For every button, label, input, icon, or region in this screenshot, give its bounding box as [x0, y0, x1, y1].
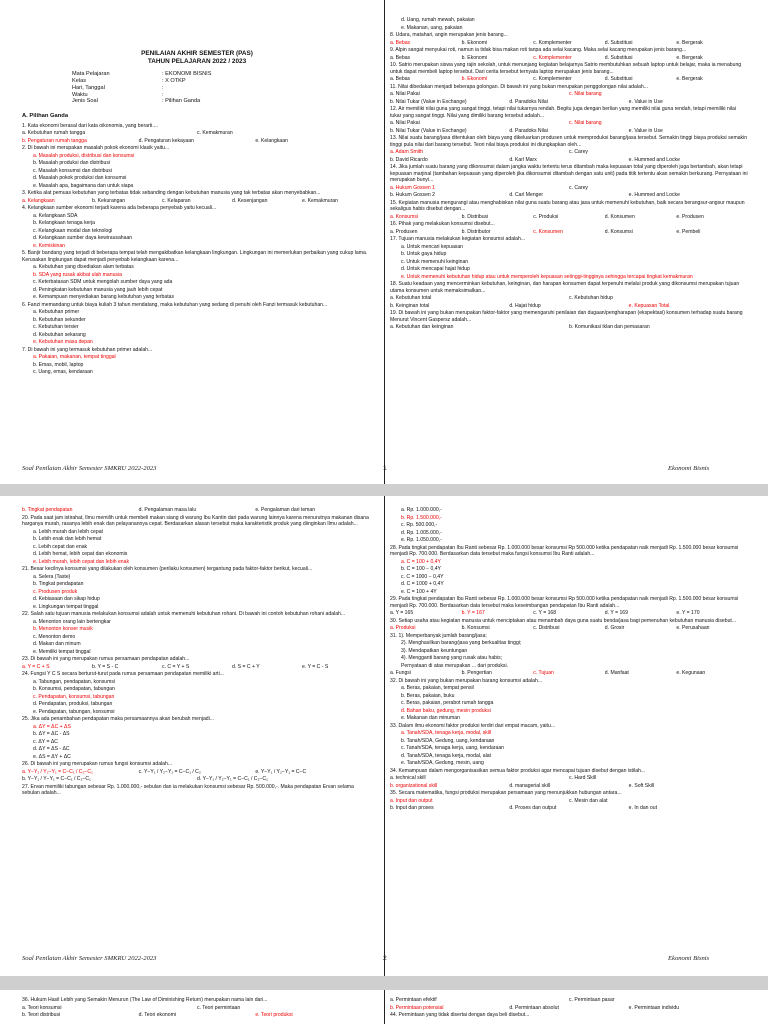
answer-option: c. ΔY = ΔC	[33, 738, 58, 745]
answer-option: a. Tabungan, pendapatan, konsumsi	[33, 678, 116, 685]
footer-right: Ekonomi Bisnis	[668, 955, 710, 962]
answer-option-correct: c. Tujuan	[533, 670, 554, 676]
question-text: 20. Pada saat jam istirahat, Ilmu memilih untuk membeli makan siang di warung Ibu Kantin dari pada warung lainnya karena menurutnya makanan disana harganya murah, rasanya lebih enak dan pelayanannya cepat. Berdasarkan alasan tersebut maka karakteristik produk yang diinginkan Ilmu adalah...	[22, 514, 369, 527]
answer-option: d. Pendapatan, produksi, tabungan	[33, 701, 113, 707]
answer-option-correct: a. Konsumsi	[390, 213, 419, 220]
answer-option: d. Proses dan output	[509, 805, 557, 811]
answer-option: a. Beras, pakaian, tempat pensil	[401, 685, 474, 691]
option-row	[390, 805, 748, 812]
answer-option: a. Rp. 1.000.000,-	[401, 507, 442, 513]
question-text: 28. Pada tingkat pendapatan Ibu Ranti sebesar Rp. 1.000.000 besar konsumsi Rp 500.000 ketika pendapatan naik menjadi Rp. 1.500.000 besar konsumsi menjadi Rp. 700.000. Berdasarkan data tersebut maka fungsi konsumsi Ibu Ranti adalah...	[390, 544, 739, 557]
answer-option-correct: a. Bebas	[390, 39, 411, 46]
option-row	[390, 40, 748, 47]
option-row	[390, 120, 748, 127]
answer-option-correct: b. Ekonomi	[461, 76, 488, 82]
answer-option: d. Paradoks Nilai	[509, 127, 548, 134]
answer-option: c. Y−Y₁ / Y₂−Y₁ = C−C₁ / C₂	[138, 768, 201, 775]
answer-option-correct: a. Tanah/SDA, tenaga kerja, modal, skill	[401, 730, 492, 736]
answer-option: c. Kelaparan	[162, 197, 191, 204]
answer-option: c. Carey	[569, 184, 588, 191]
answer-option: b. Untuk gaya hidup	[401, 251, 447, 257]
question-list	[22, 123, 372, 376]
answer-option: b. Nilai Tukar (Value in Exchange)	[390, 98, 467, 105]
answer-option: c. Keterbatasan SDM untuk mengolah sumber daya yang ada	[33, 279, 173, 286]
answer-option-correct: c. Konsumen	[533, 228, 563, 235]
question-text: 16. Pihak yang melakukan konsumsi disebut...	[390, 221, 495, 227]
answer-option: c. Lebih cepat dan enak	[33, 543, 88, 550]
question-text: 6. Fanzi memandang untuk biaya kuliah 3 tahun mendatang, maka kebutuhan yang sedang di penuhi oleh Fanzi termasuk kebutuhan...	[22, 301, 328, 308]
question-text: 7. Di bawah ini yang termasuk kebutuhan primer adalah...	[22, 346, 153, 353]
question-text: 19. Di bawah ini yang bukan merupakan faktor-faktor yang memengaruhi penilaian dan dugaan/pengharapan (ekspektasi) konsumen terhadap suatu barang Menurut Vincent Gaspersz adalah...	[390, 310, 743, 323]
option-row	[390, 55, 748, 62]
answer-option: a. Menonton orang lain bertengkar	[33, 618, 111, 625]
answer-option: e. Lingkungan tempat tinggal	[33, 603, 99, 610]
answer-option: c. Masalah konsumsi dan distribusi	[33, 167, 112, 174]
answer-option: d. Makan dan minum	[33, 641, 81, 647]
answer-option-correct: b. Pengaturan rumah tangga	[22, 137, 87, 144]
answer-option: e. Bergerak	[676, 76, 703, 82]
option-row	[22, 130, 372, 137]
question-text: 11. Nilai dibedakan menjadi beberapa golongan. Di bawah ini yang bukan merupakan penggolongan nilai adalah...	[390, 83, 648, 90]
answer-option-correct: e. Untuk memenuhi kebutuhan hidup atau untuk memperoleh kepuasan setinggi-tingginya sehingga tercapai tingkat kemakmuran	[401, 273, 693, 280]
answer-option: e. In dan out	[628, 805, 657, 811]
answer-option: d. C = 1000 + 0,4Y	[401, 581, 444, 587]
question-text: 15. Kegiatan manusia mengurangi atau menghabiskan nilai guna suatu barang atau jasa untuk memenuhi kebutuhan, baik secara berangsur-angsur maupun sekaligus habis disebut dengan...	[390, 199, 745, 212]
exam-year: TAHUN PELAJARAN 2022 / 2023	[147, 57, 247, 65]
meta-row	[72, 78, 372, 85]
answer-option: d. Y−Y₁ / Y₂−Y₁ = C−C₁ / C₂−C₁	[197, 776, 268, 782]
question-text: 30. Setiap usaha atau kegiatan manusia untuk menciptakan atau menambah daya guna suatu benda/jasa bagi pemenuhan kebutuhan manusia disebut...	[390, 617, 737, 624]
answer-option: d. Substitusi	[604, 54, 633, 61]
meta-label: Jenis Soal	[72, 98, 98, 105]
option-row	[390, 76, 748, 83]
answer-option: d. Rp. 1.005.000,-	[401, 529, 442, 536]
answer-option: a. technical skill	[390, 775, 426, 781]
answer-option: b. Tingkat pendapatan	[33, 581, 84, 587]
answer-option-correct: c. Produsen produk	[33, 588, 78, 595]
answer-option-correct: a. Produksi	[390, 625, 416, 631]
answer-option: d. Karl Marx	[509, 156, 537, 163]
answer-option: a. Bebas	[390, 54, 411, 61]
answer-option-correct: b. SDA yang rusak akibat ulah manusia	[33, 271, 122, 278]
answer-option: c. C = Y + S	[162, 663, 190, 670]
answer-option: e. Bergerak	[676, 54, 703, 61]
option-row	[22, 776, 372, 783]
question-text: 24. Fungsi Y C S secara berturut-turut pada rumus persamaan pendapatan memiliki arti...	[22, 671, 224, 677]
option-row	[390, 99, 748, 106]
answer-option-correct: a. Adam Smith	[390, 149, 424, 155]
answer-option: d. Konsumen	[604, 213, 635, 220]
answer-option-correct: e. Lebih murah, lebih cepat dan lebih enak	[33, 558, 130, 565]
question-text: 26. Di bawah ini yang merupakan rumus fungsi konsumsi adalah...	[22, 761, 173, 767]
answer-option: a. Kebutuhan dan keinginan	[390, 324, 454, 330]
answer-option-correct: a. Kelangkaan	[22, 197, 55, 204]
option-row	[390, 670, 748, 677]
answer-option: b. Keinginan total	[390, 302, 430, 309]
answer-option-correct: c. Nilai barang	[569, 120, 602, 126]
answer-option: d. Y = 169	[604, 610, 628, 616]
answer-option: a. Kebutuhan yang disediakan alam terbatas	[33, 264, 134, 271]
question-text: 25. Jika ada penambahan pendapatan maka persamaannya akan berubah menjadi...	[22, 716, 215, 722]
answer-option: d. managerial skill	[509, 782, 551, 789]
answer-option: d. Carl Menger	[509, 192, 544, 198]
answer-option: e. Rp. 1.050.000,-	[401, 537, 442, 543]
answer-option: d. Permintaan absolut	[509, 1004, 559, 1011]
answer-option: e. Hummed and Locke	[628, 192, 680, 198]
answer-option: d. Teori ekonomi	[138, 1012, 176, 1018]
meta-value: : X OTKP	[162, 77, 186, 84]
exam-meta	[72, 71, 372, 105]
page-3	[0, 990, 768, 1024]
answer-option: b. Masalah produksi dan distribusi	[33, 160, 111, 167]
option-row	[390, 185, 748, 192]
answer-option: b. ΔY = ΔC - ΔS	[33, 731, 70, 737]
question-text: 44. Permintaan yang tidak disertai dengan daya beli disebut...	[390, 1012, 530, 1018]
answer-option-correct: d. Bahan baku, gedung, mesin produksi	[401, 707, 491, 714]
answer-option: b. Ekonomi	[461, 39, 488, 46]
answer-option: e. Y−Y₁ / Y₂−Y₁ = C−C	[255, 768, 307, 775]
answer-option: b. Tanah/SDA, Gedung, uang, kendaraan	[401, 737, 495, 744]
answer-option: d. Kesenjangan	[232, 197, 268, 204]
answer-option: d. Masalah pokok produksi dan konsumsi	[33, 175, 127, 182]
answer-option: c. Kebutuhan hidup	[569, 295, 613, 301]
answer-option: b. Kebutuhan sekunder	[33, 316, 86, 323]
question-text: 36. Hukum Hasil Lebih yang Semakin Menurun (The Law of Diminishing Return) merupakan nama lain dari...	[22, 997, 268, 1003]
meta-row	[72, 85, 372, 92]
answer-option-correct: c. Nilai barang	[569, 91, 602, 97]
question-text: 29. Pada tingkat pendapatan Ibu Ranti sebesar Rp. 1.000.000 besar konsumsi Rp 500.000 ketika pendapatan naik menjadi Rp. 1.500.000 besar konsumsi menjadi Rp. 700.000. Berdasarkan data tersebut maka keseimbangan pendapatan Ibu Ranti adalah...	[390, 596, 739, 609]
answer-option: e. Kegunaan	[676, 670, 706, 676]
answer-option-correct: b. Y = 167	[461, 610, 485, 616]
page-1	[0, 0, 768, 484]
answer-option: c. Menonton demo	[33, 633, 76, 640]
option-row	[390, 610, 748, 617]
option-row	[390, 1005, 748, 1012]
answer-option: d. Manfaat	[604, 670, 629, 676]
answer-option: e. Value in Use	[628, 98, 663, 105]
answer-option-correct: a. Input dan output	[390, 797, 433, 804]
answer-option: e. Y = C - S	[302, 663, 329, 670]
answer-option: c. Komplementer	[533, 76, 572, 82]
answer-option: a. Kelangkaan SDA	[33, 212, 78, 219]
answer-option: c. C = 1000 − 0,4Y	[401, 573, 444, 580]
question-text: 27. Ervan memiliki tabungan sebesar Rp. 1.000.000,- sebulan dan ia melakukan konsumsi sebesar Rp. 500.000,-. Maka pendapatan Ervan selama sebulan adalah...	[22, 783, 354, 796]
answer-option: c. Distribusi	[533, 625, 560, 631]
question-text: 9. Alpin sangat menyukai roti, namun ia tidak bisa makan roti tanpa ada selai kacang. Maka selai kacang merupakan jenis barang...	[390, 47, 687, 53]
answer-option: e. Memiliki tempat tinggal	[33, 648, 91, 655]
answer-option: Pernyataan di atas merupakan ... dari produksi.	[401, 662, 509, 669]
answer-option: e. Pembeli	[676, 228, 701, 235]
answer-option: b. Kekurangan	[92, 197, 126, 204]
question-text: 2. Di bawah ini merupakan masalah pokok ekonomi klasik yaitu...	[22, 145, 170, 152]
answer-option-correct: a. Y−Y₁ / Y₂−Y₁ = C−C₁ / C₂−C₁	[22, 768, 93, 775]
answer-option-correct: e. Teori produksi	[255, 1012, 293, 1018]
meta-label: Waktu	[72, 91, 88, 98]
answer-option: b. C = 100 − 0,4Y	[401, 566, 441, 572]
answer-option: b. Distributor	[461, 228, 491, 235]
answer-option: e. Kelangkaan	[255, 137, 288, 144]
answer-option: b. Teori distribusi	[22, 1012, 61, 1018]
meta-value: : EKONOMI BISNIS	[162, 71, 212, 78]
answer-option-correct: a. Y = C + S	[22, 663, 50, 670]
answer-option: c. Rp. 500.000,-	[401, 522, 438, 528]
answer-option: b. Hukum Gossen 2	[390, 192, 436, 198]
option-row	[390, 192, 748, 199]
answer-option: e. Makanan dan minuman	[401, 715, 460, 721]
answer-option: e. Tanah/SDA, Gedung, mesin, uang	[401, 760, 484, 766]
page-number: 2	[383, 955, 387, 962]
column-divider	[384, 990, 385, 1024]
page-2	[0, 496, 768, 976]
question-text: 1. Kata ekonomi berasal dari kata oikonomia, yang berarti....	[22, 122, 158, 129]
footer-left: Soal Penilaian Akhir Semester SMKRU 2022-2023	[22, 955, 157, 962]
answer-option: d. Kelangkaan sumber daya kewirausahaan	[33, 235, 133, 242]
answer-option: c. Hard Skill	[569, 775, 597, 781]
option-row	[390, 798, 748, 805]
meta-row	[72, 71, 372, 78]
question-text: 18. Suatu keadaan yang mencerminkan kebutuhan, keinginan, dan harapan konsumen dapat terpenuhi melalui produk yang dikonsumsi merupakan tujuan utama konsumen untuk memaksimalkan...	[390, 281, 740, 294]
answer-option: d. Substitusi	[604, 39, 633, 46]
question-text: 21. Besar kecilnya konsumsi yang dilakukan oleh konsumen (perilaku konsumen) tergantung pada faktor-faktor berikut, kecuali...	[22, 566, 313, 572]
answer-option: c. Produksi	[533, 213, 559, 220]
meta-label: Kelas	[72, 77, 86, 84]
answer-option: e. Bergerak	[676, 39, 703, 46]
answer-option: b. Ekonomi	[461, 54, 488, 61]
answer-option: b. Konsumsi	[461, 625, 490, 631]
answer-option: d. Pengaturan kekayaan	[138, 137, 194, 144]
answer-option-correct: e. Kemiskinan	[33, 242, 65, 249]
page-1-right-column	[390, 16, 748, 331]
answer-option: e. C = 100 + 4Y	[401, 588, 437, 595]
page-3-left-column	[22, 996, 372, 1019]
section-heading: A. Pilihan Ganda	[22, 113, 69, 120]
answer-option-correct: b. Rp. 1.500.000,-	[401, 514, 442, 521]
answer-option: c. Tanah/SDA, tenaga kerja, uang, kendaraan	[401, 745, 504, 751]
footer-right: Ekonomi Bisnis	[668, 465, 710, 472]
answer-option: e. Hummed and Locke	[628, 156, 680, 163]
answer-option: c. Komplementer	[533, 39, 572, 46]
question-text: 12. Air memiliki nilai guna yang sangat tinggi, tetapi nilai tukarnya rendah. Begitu juga dengan berlian yang memiliki nilai guna rendah, tetapi memiliki nilai tukar yang sangat tinggi. Nilai yang dimiliki barang tersebut adalah...	[390, 106, 737, 119]
answer-option: c. Y = 168	[533, 610, 557, 616]
option-row	[390, 91, 748, 98]
answer-option: b. Y = S - C	[92, 663, 119, 670]
answer-option: e. Perusahaan	[676, 625, 710, 631]
option-row	[390, 997, 748, 1004]
answer-option: d. Grosir	[604, 625, 625, 631]
answer-option: a. Fungsi	[390, 670, 411, 676]
answer-option: e. Permintaan individu	[628, 1004, 680, 1011]
answer-option: e. Pendapatan, tabungan, konsumsi	[33, 708, 115, 715]
answer-option: e. Kemampuan menyediakan barang kebutuhan yang terbatas	[33, 294, 175, 301]
option-row	[390, 775, 748, 782]
meta-label: Mata Pelajaran	[72, 71, 110, 78]
answer-option: b. Komunikasi iklan dan pemasaran	[569, 324, 650, 330]
option-row	[390, 149, 748, 156]
answer-option: d. Kebiasaan dan sikap hidup	[33, 596, 100, 602]
option-row	[390, 157, 748, 164]
meta-value: :	[162, 84, 164, 91]
option-row	[390, 128, 748, 135]
answer-option: c. Permintaan pasar	[569, 997, 615, 1003]
answer-option-correct: b. Permintaan potensial	[390, 1004, 444, 1011]
option-row	[22, 138, 372, 145]
answer-option: b. Lebih enak dan lebih hemat	[33, 536, 102, 542]
answer-option: a. Nilai Pakai	[390, 91, 420, 97]
question-text: 17. Tujuan manusia melakukan kegiatan konsumsi adalah...	[390, 236, 526, 242]
answer-option: d. Tanah/SDA, tenaga kerja, modal, alat	[401, 752, 491, 759]
column-divider	[384, 0, 385, 484]
question-text: 33. Dalam ilmu ekonomi faktor produksi terdiri dari empat macam, yaitu...	[390, 722, 556, 729]
answer-option-correct: a. C = 100 + 0,4Y	[401, 558, 441, 565]
answer-option: c. Kemakmuran	[197, 130, 233, 137]
answer-option-correct: b. Tingkat pendapatan	[22, 507, 73, 513]
answer-option: a. Selera (Taste)	[33, 573, 71, 580]
answer-option: b. Pengertian	[461, 670, 492, 676]
option-row	[390, 295, 748, 302]
page-2-left-column	[22, 506, 372, 797]
answer-option: d. Uang, rumah mewah, pakaian	[401, 17, 475, 23]
answer-option: a. Kebutuhan primer	[33, 309, 80, 316]
answer-option: d. Substitusi	[604, 76, 633, 82]
answer-option: b. Kelangkaan tenaga kerja	[33, 220, 96, 227]
option-row	[22, 507, 372, 514]
answer-option: b. Input dan proses	[390, 805, 434, 811]
answer-option: d. Hajat hidup	[509, 302, 541, 309]
page-2-right-column	[390, 506, 748, 812]
answer-option: d. Peningkatan kebutuhan manusia yang jauh lebih cepat	[33, 286, 163, 293]
answer-option: c. Mesin dan alat	[569, 797, 608, 804]
answer-option: e. Kemakmuran	[302, 197, 338, 204]
answer-option: b. Beras, pakaian, buku	[401, 692, 455, 699]
question-text: 5. Banjir bandang yang terjadi di beberapa tempat telah mengakibatkan kelangkaan lingkungan. Lingkungan ini memerlukan perbaikan yang cukup lama. Kerusakan lingkungan dapat menjadi penyebab kelangkaan karena...	[22, 250, 368, 263]
answer-option: a. Teori konsumsi	[22, 1004, 62, 1011]
answer-option: b. Distribusi	[461, 213, 489, 220]
answer-option-correct: b. organizational skill	[390, 782, 438, 789]
answer-option-correct: c. Komplementer	[533, 54, 572, 61]
answer-option: c. Carey	[569, 149, 588, 155]
answer-option: a. Kebutuhan total	[390, 295, 432, 301]
meta-value: : Pilihan Ganda	[162, 98, 201, 105]
answer-option: d. ΔY = ΔS - ΔC	[33, 746, 70, 752]
answer-option: d. Pengalaman masa lalu	[138, 507, 197, 513]
answer-option: e. Soft Skill	[628, 782, 655, 789]
option-row	[390, 214, 748, 221]
answer-option: d. Untuk mencapai hajat hidup	[401, 266, 470, 272]
question-text: 14. Jika jumlah suatu barang yang dikonsumsi dalam jangka waktu tertentu terus ditambah maka kepuasan total yang diperoleh juga bertambah, akan tetapi kepuasan marjinal (tambahan kepuasan yang diperoleh jika dikonsumsi ditambah dengan satu unit) pada titik tertentu akan semakin berkurang. Pernyataan ini merupakan bunyi...	[390, 164, 748, 183]
answer-option: b. Y−Y₁ / Y−Y₁ = C−C₁ / C₂−C₁	[22, 776, 91, 782]
meta-value: :	[162, 91, 164, 98]
answer-option: e. Value in Use	[628, 127, 663, 134]
question-text: 35. Secara matematika, fungsi produksi merupakan persamaan yang menunjukkan hubungan antara...	[390, 790, 622, 796]
answer-option: d. Konsumsi	[604, 228, 633, 235]
answer-option: d. S = C + Y	[232, 663, 260, 670]
question-text: 23. Di bawah ini yang merupakan rumus persamaan pendapatan adalah...	[22, 656, 190, 662]
question-text: 4. Kelangkaan sumber ekonomi terjadi karena ada beberapa penyebab yaitu kecuali...	[22, 205, 217, 212]
answer-option: c. Kebutuhan tersier	[33, 324, 79, 331]
answer-option-correct: a. Masalah produksi, distribusi dan konsumsi	[33, 152, 135, 159]
option-row	[390, 229, 748, 236]
meta-row	[72, 98, 372, 105]
answer-option: c. Uang, emas, kendaraan	[33, 369, 93, 376]
answer-option: e. ΔS = ΔY + ΔC	[33, 753, 71, 760]
option-row	[390, 324, 748, 331]
option-row	[390, 783, 748, 790]
answer-option-correct: a. Hukum Gossen 1	[390, 184, 436, 191]
exam-header	[22, 50, 372, 65]
answer-option: e. Masalah apa, bagaimana dan untuk siapa	[33, 182, 134, 189]
answer-option-correct: a. Pakaian, makanan, tempat tinggal	[33, 354, 116, 361]
answer-option: a. Nilai Pakai	[390, 120, 420, 126]
question-text: 10. Satrio merupakan siswa yang rajin sekolah, untuk menunjang kegiatan belajarnya Satrio membutuhkan sebuah laptop untuk belajar, maka ia menabung untuk dapat membeli laptop tersebut. Dari cerita tersebut ternyata laptop merupakan jenis barang...	[390, 62, 742, 75]
option-row	[22, 664, 372, 671]
footer-left: Soal Penilaian Akhir Semester SMKRU 2022-2023	[22, 465, 157, 472]
answer-option: e. Pengalaman dari teman	[255, 507, 316, 513]
page-1-left-column	[22, 0, 372, 376]
answer-option: a. Permintaan efektif	[390, 997, 437, 1003]
page-3-right-column	[390, 996, 748, 1019]
option-row	[390, 625, 748, 632]
answer-option: a. Bebas	[390, 76, 411, 82]
question-text: 3. Ketika alat pemuas kebutuhan yang terbatas tidak sebanding dengan kebutuhan manusia yang tak terbatas akan menyebabkan...	[22, 190, 321, 197]
answer-option: c. Beras, pakaian, perabot rumah tangga	[401, 700, 494, 706]
answer-option: 2). Menghasilkan barang/jasa yang berkualitas tinggi;	[401, 640, 522, 646]
answer-option: b. Konsumsi, pendapatan, tabungan	[33, 686, 115, 692]
question-text: 34. Kemampuan dalam mengorganisasikan semua faktor produksi agar mencapai tujuan disebut dengan istilah...	[390, 767, 646, 774]
answer-option: d. Lebih hemat, lebih cepat dan ekonomis	[33, 551, 128, 557]
answer-option: c. Kelangkaan modal dan teknologi	[33, 227, 113, 234]
question-text: 22. Salah satu tujuan manusia melakukan konsumsi adalah untuk memenuhi kebutuhan rohani. Di bawah ini contoh kebutuhan rohani adalah...	[22, 611, 346, 617]
page-number: 1	[383, 465, 387, 472]
meta-label: Hari, Tanggal	[72, 84, 105, 91]
answer-option: a. Lebih murah dan lebih cepat	[33, 528, 103, 535]
answer-option: b. Emas, mobil, laptop	[33, 361, 84, 368]
answer-option: e. Produsen	[676, 213, 704, 220]
question-text: 8. Udara, matahari, angin merupakan jenis barang...	[390, 32, 508, 38]
question-text: 32. Di bawah ini yang bukan merupakan barang konsumsi adalah...	[390, 677, 543, 684]
option-row	[22, 769, 372, 776]
answer-option-correct: a. ΔY = ΔC + ΔS	[33, 723, 71, 730]
answer-option: a. Y = 165	[390, 610, 414, 616]
answer-option: b. David Ricardo	[390, 156, 428, 163]
answer-option: c. Teori permintaan	[197, 1004, 241, 1011]
answer-option-correct: e. Kepuasan Total	[628, 302, 670, 309]
answer-option: 3). Mendapatkan keuntungan	[401, 647, 468, 654]
answer-option: a. Untuk mencari kepuasan	[401, 243, 464, 250]
answer-option-correct: c. Pendapatan, konsumsi, tabungan	[33, 693, 115, 700]
answer-option: c. Untuk memenuhi keinginan	[401, 258, 469, 265]
exam-title: PENILAIAN AKHIR SEMESTER (PAS)	[141, 50, 253, 57]
answer-option: d. Kebutuhan sekarang	[33, 331, 86, 338]
meta-row	[72, 92, 372, 99]
answer-option: d. Paradoks Nilai	[509, 98, 548, 105]
option-row	[22, 198, 372, 205]
answer-option: e. Makanan, uang, pakaian	[401, 24, 463, 31]
question-text: 13. Nilai suatu barang/jasa ditentukan oleh biaya yang dikeluarkan produsen untuk memproduksi barang/jasa tersebut. Semakin tinggi biaya produksi semakin tinggi pula nilai dari barang tersebut. Teori nilai biaya produksi ini diungkapkan oleh...	[390, 135, 748, 148]
column-divider	[384, 496, 385, 976]
option-row	[22, 1012, 372, 1019]
answer-option: a. Kebutuhan rumah tangga	[22, 130, 86, 137]
answer-option-correct: e. Kebutuhan masa depan	[33, 339, 93, 346]
answer-option-correct: b. Menonton konser musik	[33, 626, 93, 632]
answer-option: e. Y = 170	[676, 610, 700, 616]
answer-option: a. Produsen	[390, 228, 418, 235]
option-row	[390, 303, 748, 310]
question-text: 31. 1). Memperbanyak jumlah barang/jasa;	[390, 632, 487, 639]
answer-option: 4). Mengganti barang yang rusak atau habis;	[401, 655, 503, 661]
answer-option: b. Nilai Tukar (Value in Exchange)	[390, 127, 467, 134]
option-row	[22, 1005, 372, 1012]
